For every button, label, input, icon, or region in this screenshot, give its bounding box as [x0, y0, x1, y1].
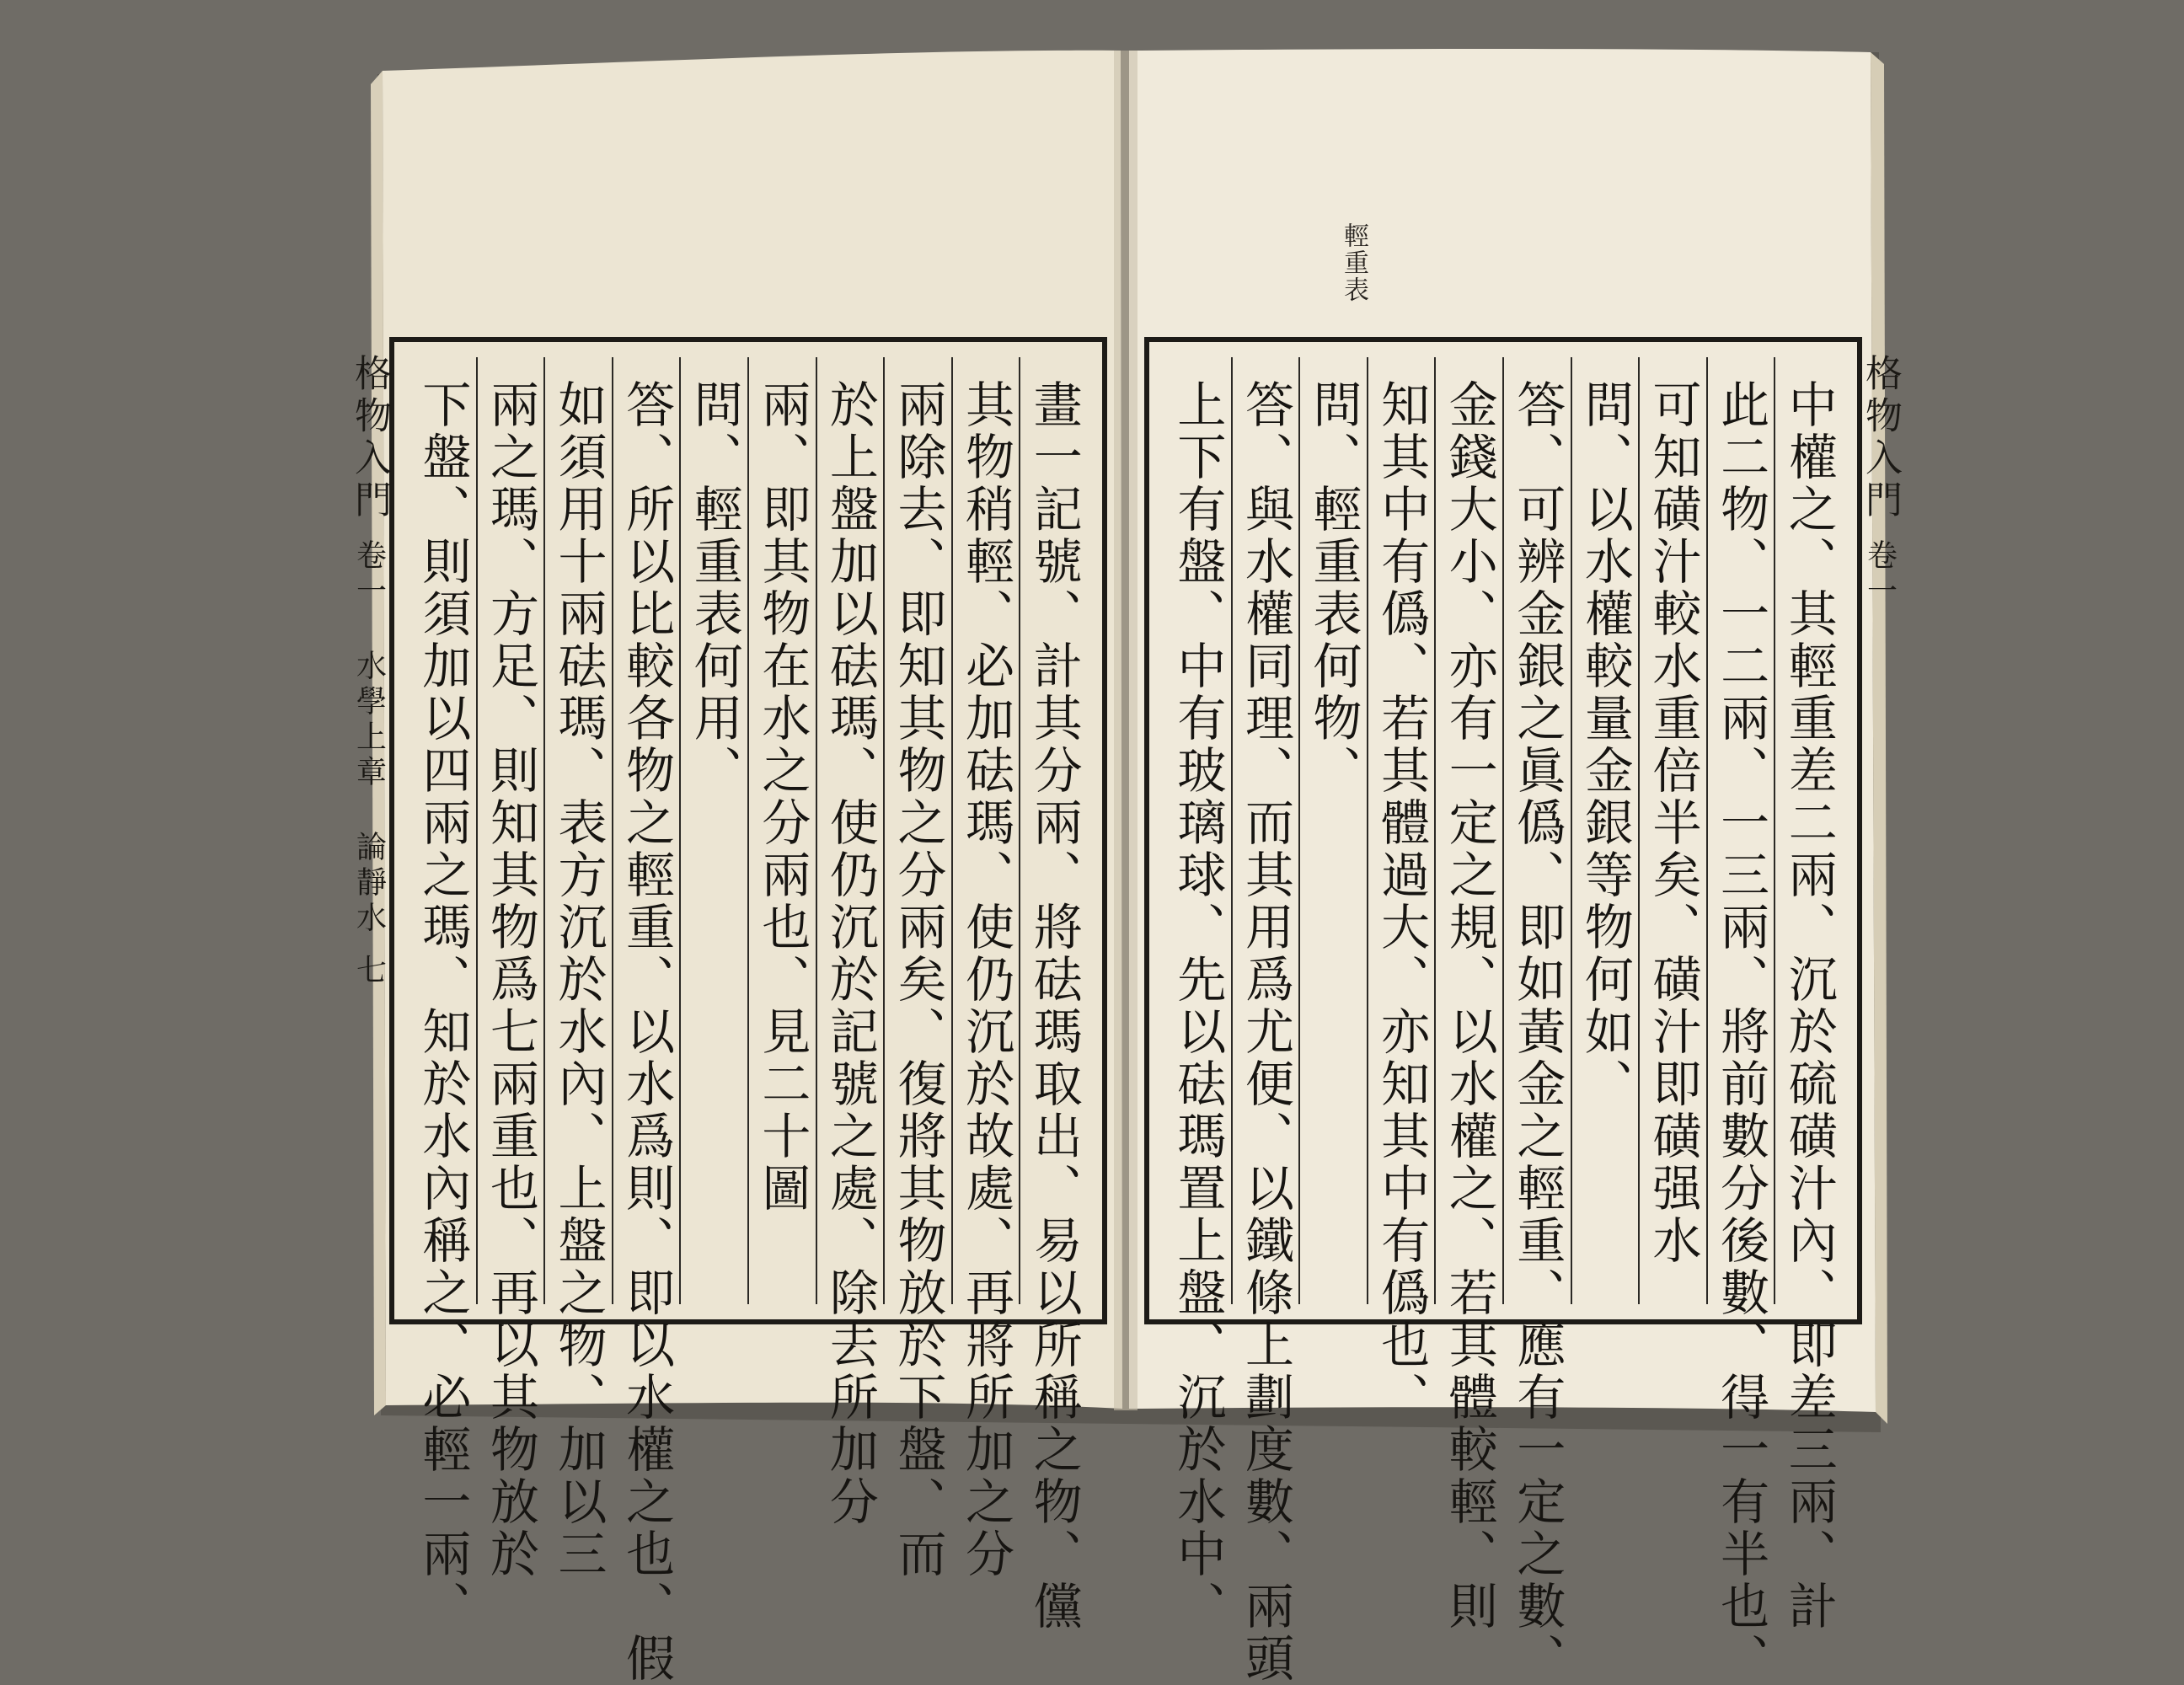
- right-page-columns: [1164, 357, 1842, 1685]
- text-column: [951, 357, 1020, 1581]
- column-text: 其物稍輕、必加砝瑪、使仍沉於故處、再將所加之分: [957, 379, 1015, 1581]
- text-column: [1571, 357, 1639, 1304]
- column-text: 可知磺汁較水重倍半矣、磺汁即磺强水: [1644, 379, 1702, 1267]
- column-text: 兩之瑪、方足、則知其物爲七兩重也、再以其物放於: [481, 379, 539, 1581]
- left-page-text-frame: [389, 337, 1107, 1685]
- column-text: 答、與水權同理、而其用爲尤便、以鐵條上劃度數、兩頭: [1236, 379, 1294, 1685]
- text-column: [816, 357, 884, 1528]
- text-column: [883, 357, 951, 1581]
- chapter-label: 卷一: [1862, 539, 1898, 610]
- column-text: 兩、即其物在水之分兩也、見二十圖: [753, 379, 811, 1215]
- column-text: 問、輕重表何物、: [1304, 379, 1362, 797]
- text-column: [1298, 357, 1367, 1304]
- column-text: 中權之、其輕重差二兩、沉於硫磺汁內、即差三兩、計: [1780, 379, 1838, 1633]
- chapter-label: 卷一 水學上章 論靜水: [351, 539, 387, 937]
- text-column: [1367, 357, 1435, 1424]
- text-column: [1706, 357, 1774, 1685]
- left-page-margin-title: [337, 337, 401, 1324]
- text-column: [1164, 357, 1231, 1633]
- column-text: 如須用十兩砝瑪、表方沉於水內、上盤之物、加以三: [549, 379, 608, 1581]
- text-column: [1774, 357, 1842, 1633]
- text-column: [543, 357, 612, 1581]
- text-column: [747, 357, 816, 1304]
- text-column: [1019, 357, 1087, 1633]
- book-title: 格物入門: [348, 354, 391, 522]
- text-column: [1231, 357, 1299, 1685]
- column-text: 答、可辨金銀之眞僞、即如黃金之輕重、應有一定之數、: [1508, 379, 1566, 1685]
- text-column: [1502, 357, 1571, 1685]
- folio-number: 七: [351, 954, 387, 989]
- text-column: [1434, 357, 1502, 1633]
- column-text: 此二物、一二兩、一三兩、將前數分後數、得一有半也、: [1712, 379, 1770, 1685]
- text-column: [410, 357, 476, 1633]
- column-text: 兩除去、即知其物之分兩矣、復將其物放於下盤、而: [889, 379, 947, 1581]
- text-column: [1638, 357, 1706, 1304]
- column-text: 問、輕重表何用、: [685, 379, 743, 797]
- column-text: 下盤、則須加以四兩之瑪、知於水內稱之、必輕一兩、: [414, 379, 472, 1633]
- book-title: 格物入門: [1859, 354, 1902, 522]
- right-page-text-frame: [1144, 337, 1862, 1685]
- running-head: 輕重表: [1339, 222, 1368, 303]
- column-text: 知其中有僞、若其體過大、亦知其中有僞也、: [1373, 379, 1431, 1424]
- left-page-columns: [410, 357, 1087, 1685]
- right-page-margin-title: [1850, 337, 1909, 1324]
- column-text: 畫一記號、計其分兩、將砝瑪取出、易以所稱之物、儻: [1025, 379, 1083, 1633]
- column-text: 上下有盤、中有玻璃球、先以砝瑪置上盤、沉於水中、: [1169, 379, 1227, 1633]
- column-text: 問、以水權較量金銀等物何如、: [1576, 379, 1634, 1110]
- column-text: 答、所以比較各物之輕重、以水爲則、即以水權之也、假: [618, 379, 676, 1685]
- text-column: [476, 357, 544, 1581]
- text-column: [612, 357, 680, 1685]
- column-text: 金錢大小、亦有一定之規、以水權之、若其體較輕、則: [1440, 379, 1498, 1633]
- text-column: [679, 357, 747, 1304]
- column-text: 於上盤加以砝瑪、使仍沉於記號之處、除去所加分: [821, 379, 879, 1528]
